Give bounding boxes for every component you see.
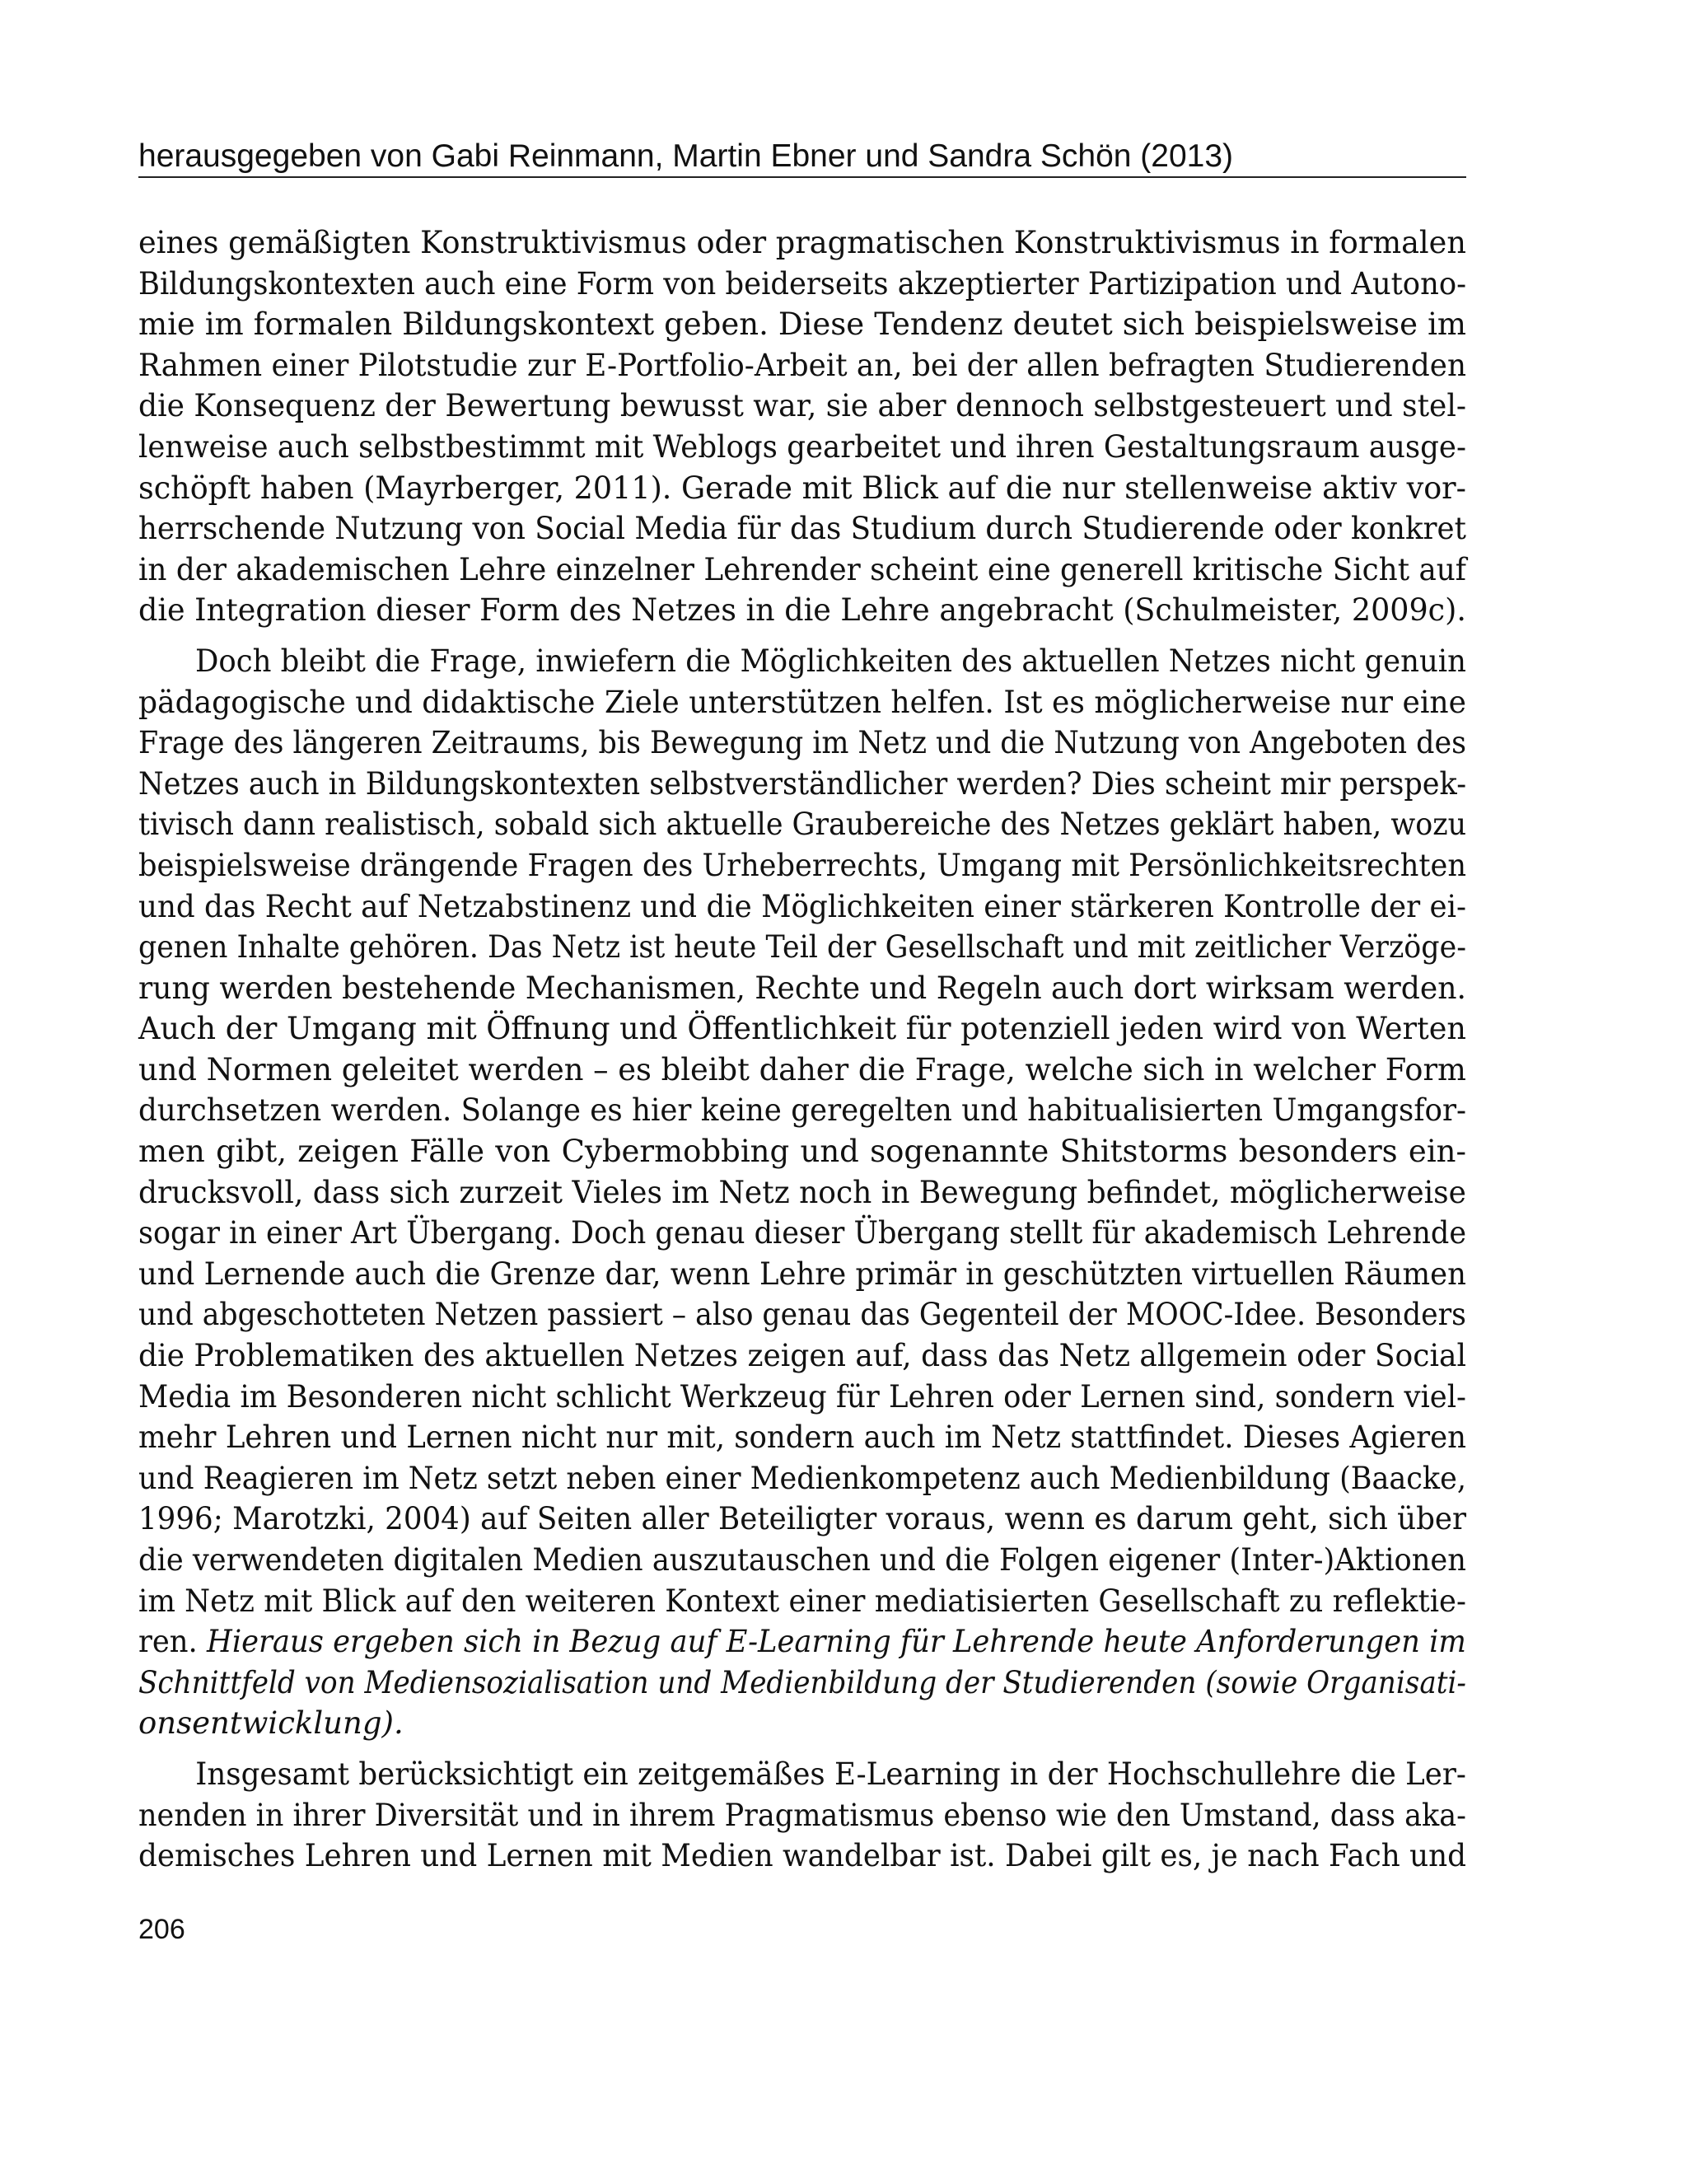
text-line: mie im formalen Bildungskontext geben. Diese Tendenz deutet sich beispielsweise im	[138, 306, 1466, 343]
text-line: die verwendeten digitalen Medien auszutauschen und die Folgen eigener (Inter-)Aktionen	[138, 1542, 1466, 1578]
text-line: in der akademischen Lehre einzelner Lehrender scheint eine generell kritische Sicht auf	[138, 551, 1467, 587]
text-line: die Problematiken des aktuellen Netzes zeigen auf, dass das Netz allgemein oder Social	[138, 1338, 1466, 1374]
text-line: Insgesamt berücksichtigt ein zeitgemäßes E-Learning in der Hochschullehre die Ler-	[195, 1756, 1466, 1792]
text-line-italic: onsentwicklung).	[138, 1705, 404, 1742]
paragraph-2	[138, 641, 1466, 1744]
body-text	[138, 222, 1466, 1877]
text-line: und abgeschotteten Netzen passiert – also genau das Gegenteil der MOOC-Idee. Besonders	[138, 1297, 1466, 1333]
text-line: tivisch dann realistisch, sobald sich aktuelle Graubereiche des Netzes geklärt haben, wozu	[138, 807, 1467, 843]
text-line: eines gemäßigten Konstruktivismus oder pragmatischen Konstruktivismus in formalen	[138, 225, 1466, 260]
text-line: schöpft haben (Mayrberger, 2011). Gerade mit Blick auf die nur stellenweise aktiv vor-	[138, 470, 1466, 506]
running-header: herausgegeben von Gabi Reinmann, Martin Ebner und Sandra Schön (2013)	[138, 138, 1234, 174]
paragraph-1	[138, 222, 1466, 631]
text-line: im Netz mit Blick auf den weiteren Kontext einer mediatisierten Gesellschaft zu reflektie-	[138, 1583, 1466, 1619]
text-line-italic: Schnittfeld von Mediensozialisation und Medienbildung der Studierenden (sowie Organisati-	[138, 1664, 1466, 1700]
text-line: mehr Lehren und Lernen nicht nur mit, sondern auch im Netz stattfindet. Dieses Agieren	[138, 1419, 1466, 1456]
text-line: die Konsequenz der Bewertung bewusst war, sie aber dennoch selbstgesteuert und stel-	[138, 388, 1467, 424]
text-line: 1996; Marotzki, 2004) auf Seiten aller Beteiligter voraus, wenn es darum geht, sich über	[138, 1501, 1467, 1537]
text-line: demisches Lehren und Lernen mit Medien wandelbar ist. Dabei gilt es, je nach Fach und	[138, 1838, 1467, 1874]
text-italic: Hieraus ergeben sich in Bezug auf E-Learning für Lehrende heute Anforderungen im	[207, 1624, 1466, 1660]
text-line: Frage des längeren Zeitraums, bis Bewegung im Netz und die Nutzung von Angeboten des	[138, 725, 1466, 761]
text-line: lenweise auch selbstbestimmt mit Weblogs gearbeitet und ihren Gestaltungsraum ausge-	[138, 428, 1466, 465]
paragraph-gap	[138, 631, 1466, 641]
text-line: und Lernende auch die Grenze dar, wenn Lehre primär in geschützten virtuellen Räumen	[138, 1256, 1466, 1292]
text-line-mixed	[138, 1621, 1466, 1663]
header-rule	[138, 176, 1466, 178]
text-line: genen Inhalte gehören. Das Netz ist heute Teil der Gesellschaft und mit zeitlicher Verzöge-	[138, 929, 1466, 966]
text-line: und Normen geleitet werden – es bleibt daher die Frage, welche sich in welcher Form	[138, 1051, 1466, 1087]
text-line: Netzes auch in Bildungskontexten selbstverständlicher werden? Dies scheint mir perspek-	[138, 765, 1467, 802]
text-line: durchsetzen werden. Solange es hier keine geregelten und habitualisierten Umgangsfor-	[138, 1092, 1467, 1129]
text-line: herrschende Nutzung von Social Media für das Studium durch Studierende oder konkret	[138, 511, 1466, 547]
paragraph-3	[138, 1754, 1466, 1877]
text-line: und das Recht auf Netzabstinenz und die Möglichkeiten einer stärkeren Kontrolle der ei-	[138, 888, 1467, 924]
text-line: drucksvoll, dass sich zurzeit Vieles im Netz noch in Bewegung befindet, möglicherweise	[138, 1174, 1466, 1210]
text-line: Rahmen einer Pilotstudie zur E-Portfolio-Arbeit an, bei der allen befragten Studierenden	[138, 347, 1466, 383]
text-line: Auch der Umgang mit Öffnung und Öffentlichkeit für potenziell jeden wird von Werten	[138, 1011, 1466, 1047]
text-line: und Reagieren im Netz setzt neben einer Medienkompetenz auch Medienbildung (Baacke,	[138, 1460, 1467, 1496]
paragraph-gap	[138, 1744, 1466, 1754]
text-line: pädagogische und didaktische Ziele unterstützen helfen. Ist es möglicherweise nur eine	[138, 684, 1466, 720]
text-line: beispielsweise drängende Fragen des Urheberrechts, Umgang mit Persönlichkeitsrechten	[138, 847, 1467, 883]
text-line: Bildungskontexten auch eine Form von beiderseits akzeptierter Partizipation und Autono-	[138, 265, 1467, 302]
text-normal: ren.	[138, 1624, 208, 1660]
page-number: 206	[138, 1914, 185, 1945]
text-line: rung werden bestehende Mechanismen, Rechte und Regeln auch dort wirksam werden.	[138, 970, 1466, 1006]
text-line: men gibt, zeigen Fälle von Cybermobbing und sogenannte Shitstorms besonders ein-	[138, 1134, 1466, 1170]
text-line: die Integration dieser Form des Netzes in die Lehre angebracht (Schulmeister, 2009c).	[138, 592, 1466, 629]
text-line: nenden in ihrer Diversität und in ihrem Pragmatismus ebenso wie den Umstand, dass aka-	[138, 1797, 1466, 1833]
text-line: Doch bleibt die Frage, inwiefern die Möglichkeiten des aktuellen Netzes nicht genuin	[194, 643, 1466, 679]
text-line: Media im Besonderen nicht schlicht Werkzeug für Lehren oder Lernen sind, sondern viel-	[138, 1378, 1466, 1415]
text-line: sogar in einer Art Übergang. Doch genau dieser Übergang stellt für akademisch Lehrende	[138, 1215, 1467, 1251]
